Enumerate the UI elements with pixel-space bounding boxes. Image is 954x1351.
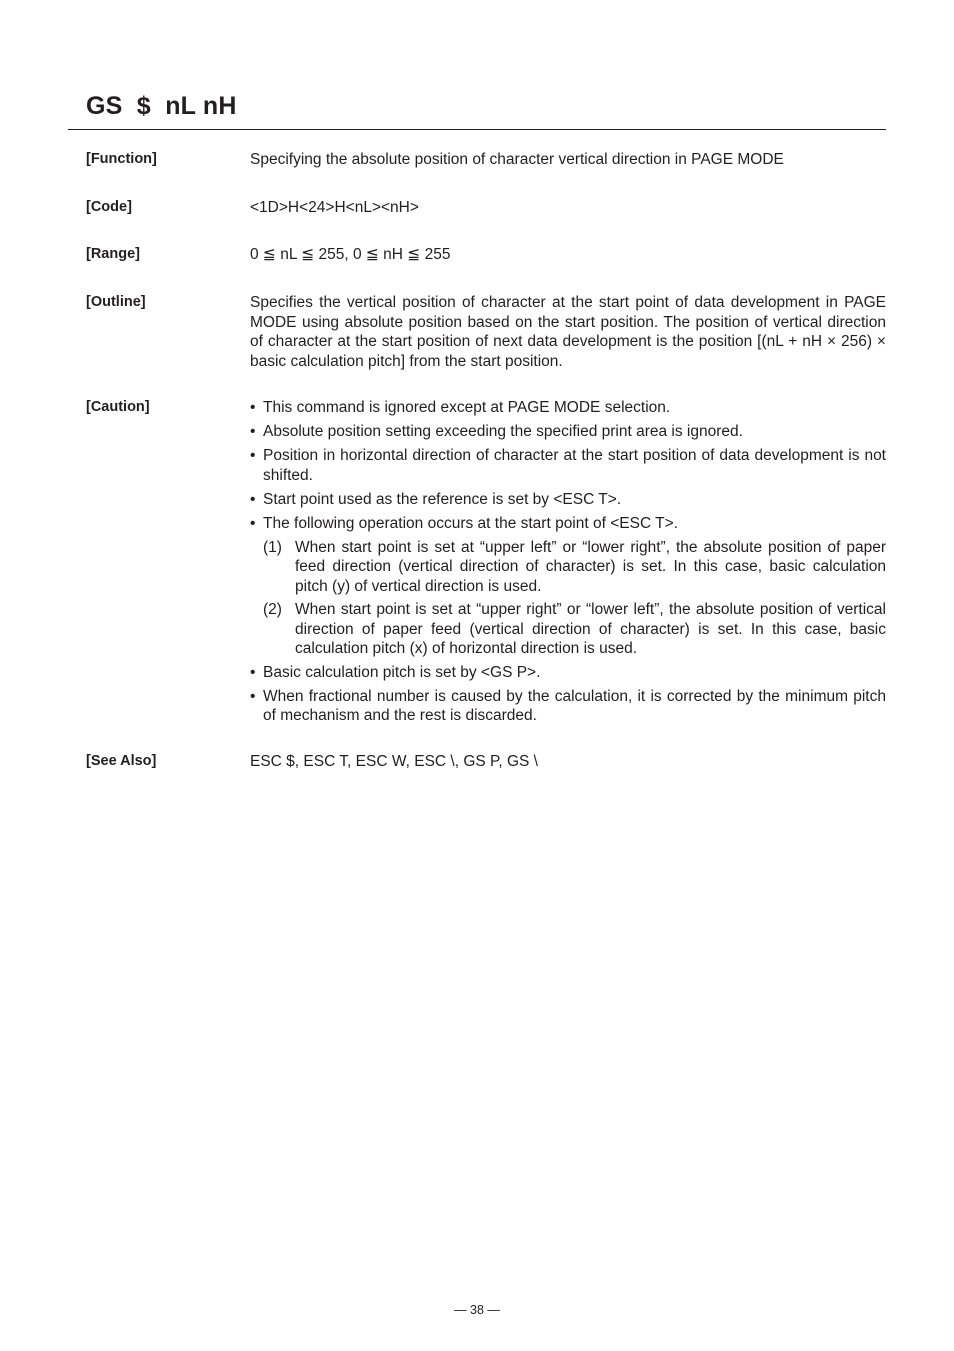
subitem-number: (2) — [263, 601, 282, 618]
caution-item: • The following operation occurs at the start point of <ESC T>. — [250, 514, 678, 532]
caution-item: • When fractional number is caused by the calculation, it is corrected by the minimum pitch of mechanism and the rest is discarded. — [250, 687, 886, 724]
outline-text: Specifies the vertical position of character at the start point of data development in PAGE MODE using absolute position based on the start position. The position of vertical direction of character at the start position of next data development is the position [(nL + nH × 256) × basic calculation pitch] from the start position. — [250, 294, 886, 370]
function-text: Specifying the absolute position of character vertical direction in PAGE MODE — [250, 151, 784, 168]
caution-label: [Caution] — [86, 399, 150, 415]
caution-item: • Basic calculation pitch is set by <GS P>. — [250, 663, 541, 681]
code-text: <1D>H<24>H<nL><nH> — [250, 199, 419, 216]
title-divider — [68, 129, 886, 130]
bullet-icon: • — [250, 447, 256, 464]
bullet-icon: • — [250, 399, 256, 416]
bullet-icon: • — [250, 423, 256, 440]
caution-list — [250, 398, 886, 730]
caution-item: • Position in horizontal direction of character at the start position of data development is not shifted. — [250, 447, 886, 484]
bullet-icon: • — [250, 490, 256, 508]
function-label: [Function] — [86, 151, 157, 167]
range-label: [Range] — [86, 246, 140, 262]
range-text: 0 ≦ nL ≦ 255, 0 ≦ nH ≦ 255 — [250, 246, 451, 263]
caution-item: • Absolute position setting exceeding the specified print area is ignored. — [250, 423, 743, 440]
see-also-label: [See Also] — [86, 753, 157, 769]
see-also-text: ESC $, ESC T, ESC W, ESC \, GS P, GS \ — [250, 753, 538, 770]
caution-subitem: (2) When start point is set at “upper right” or “lower left”, the absolute position of vertical direction of paper feed (vertical direction of character) is set. In this case, basic calculation pitch (x) of horizontal direction is used. — [263, 601, 886, 657]
subitem-number: (1) — [263, 538, 282, 556]
caution-subitem: (1) When start point is set at “upper left” or “lower right”, the absolute position of paper feed direction (vertical direction of character) is set. In this case, basic calculation pitch (y) of vertical direction is used. — [263, 538, 886, 595]
code-label: [Code] — [86, 199, 132, 215]
outline-label: [Outline] — [86, 294, 146, 310]
caution-item: • Start point used as the reference is set by <ESC T>. — [250, 490, 622, 508]
bullet-icon: • — [250, 663, 256, 681]
bullet-icon: • — [250, 514, 256, 532]
page-title: GS $ nL nH — [86, 92, 237, 120]
bullet-icon: • — [250, 687, 256, 705]
caution-item: • This command is ignored except at PAGE MODE selection. — [250, 399, 671, 416]
page-number: — 38 — — [454, 1303, 500, 1317]
